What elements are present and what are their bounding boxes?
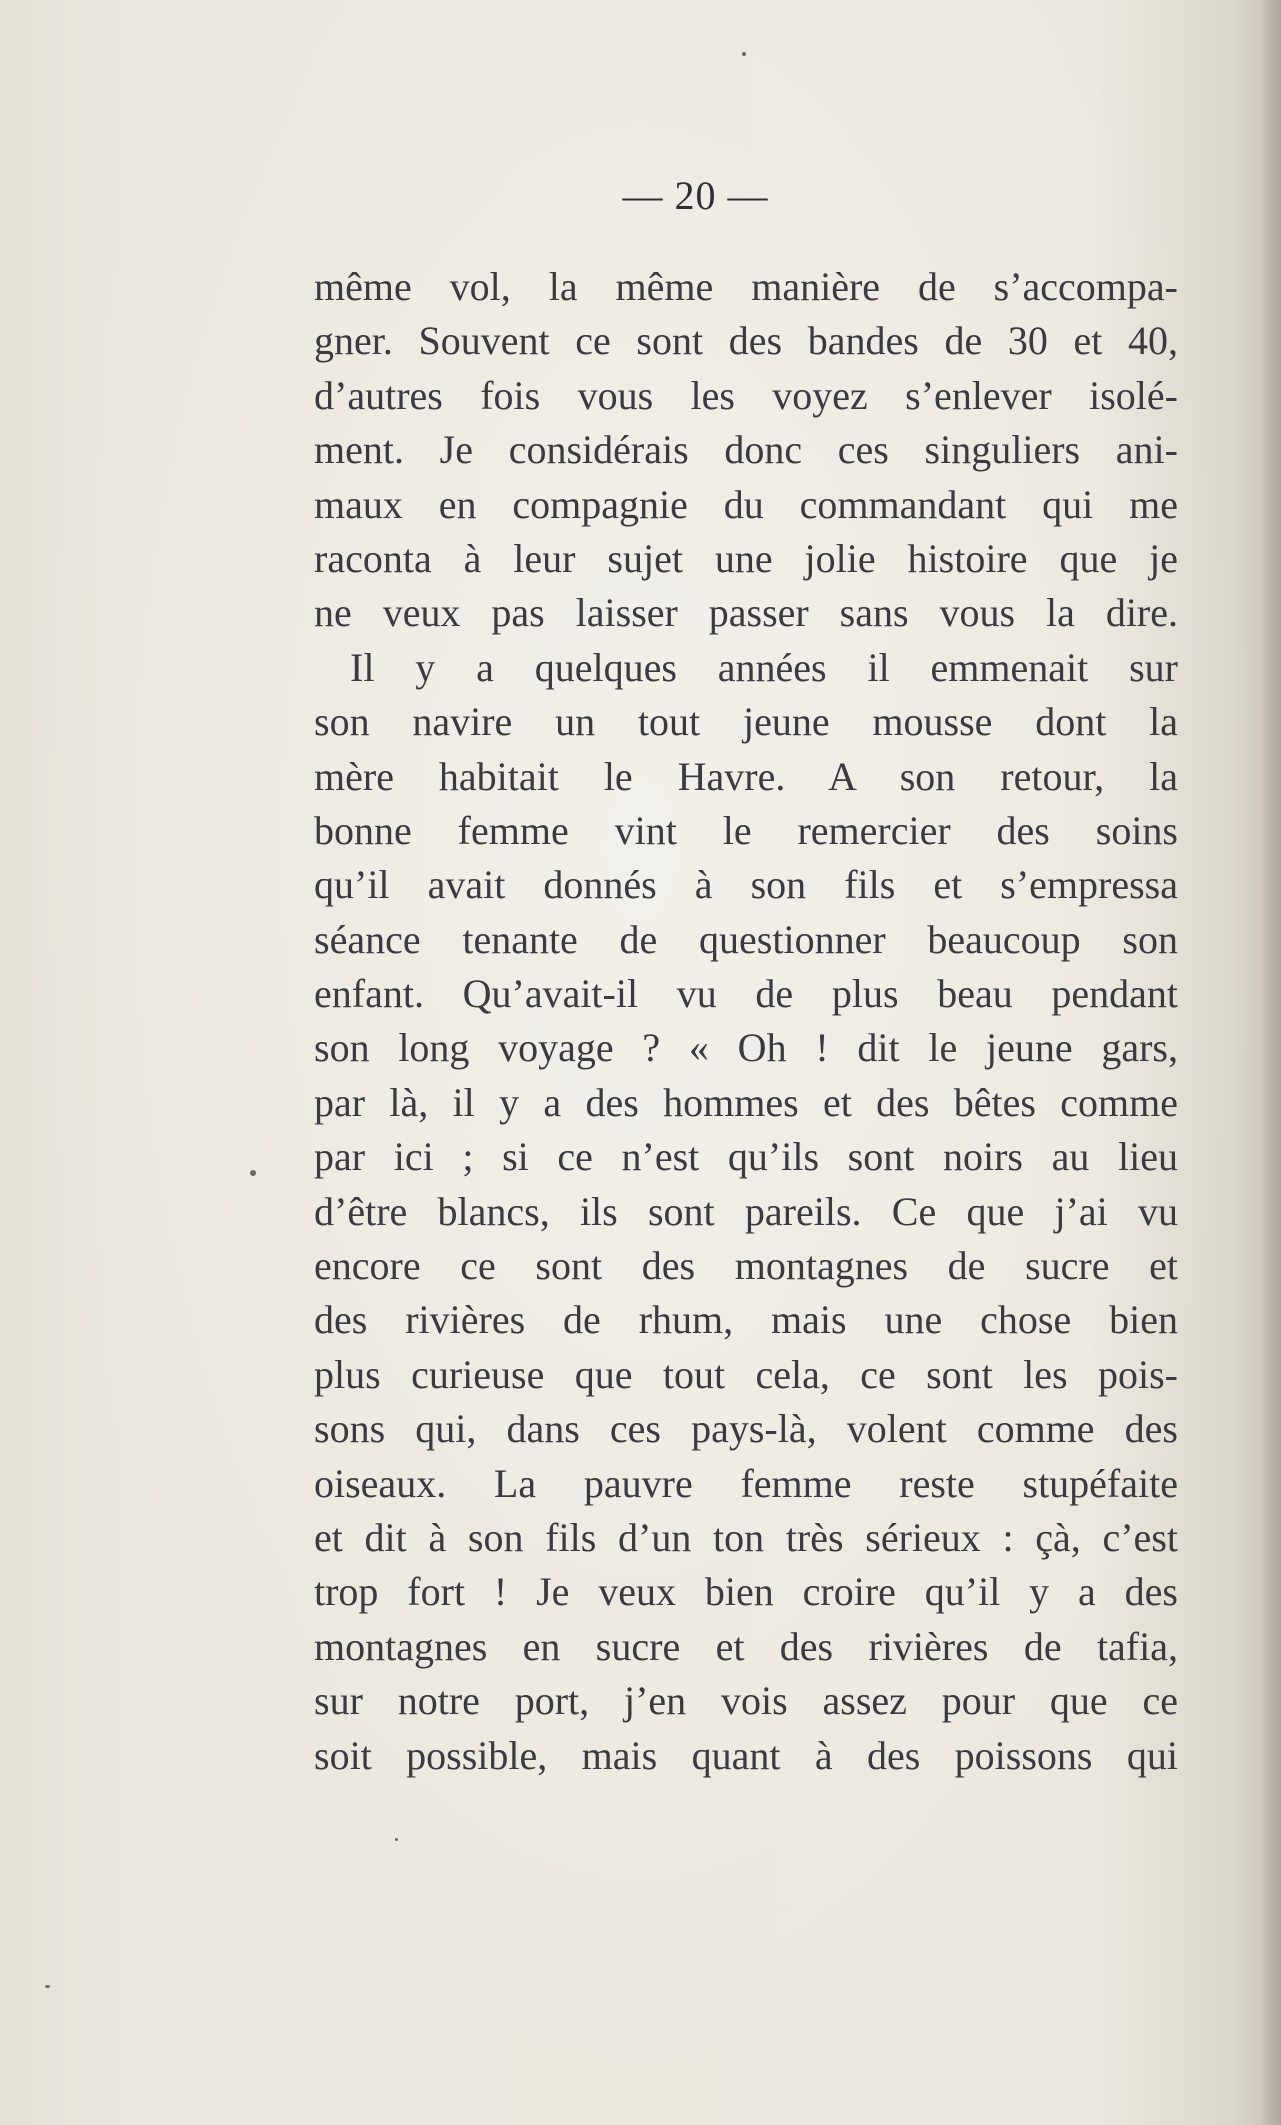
text-line: mère habitait le Havre. A son retour, la — [314, 753, 1178, 799]
text-line: gner. Souvent ce sont des bandes de 30 et 40, — [314, 318, 1178, 364]
text-line: son navire un tout jeune mousse dont la — [314, 699, 1178, 745]
text-line: bonne femme vint le remercier des soins — [314, 807, 1178, 853]
text-line: raconta à leur sujet une jolie histoire que je — [314, 535, 1178, 581]
text-line: des rivières de rhum, mais une chose bien — [314, 1297, 1178, 1343]
text-line: d’autres fois vous les voyez s’enlever isolé- — [314, 372, 1178, 418]
text-line: soit possible, mais quant à des poissons qui — [314, 1732, 1178, 1778]
text-line: montagnes en sucre et des rivières de tafia, — [314, 1623, 1178, 1669]
text-line: ment. Je considérais donc ces singuliers ani- — [314, 427, 1178, 473]
text-line: qu’il avait donnés à son fils et s’empressa — [314, 862, 1178, 908]
text-line: ne veux pas laisser passer sans vous la dire. — [314, 590, 1178, 636]
text-line: séance tenante de questionner beaucoup son — [314, 916, 1178, 962]
paper-speck — [45, 1985, 50, 1988]
text-line: par ici ; si ce n’est qu’ils sont noirs au lieu — [314, 1134, 1178, 1180]
paragraph-start-line: Il y a quelques années il emmenait sur — [350, 644, 1178, 690]
text-line: même vol, la même manière de s’accompa- — [314, 264, 1178, 309]
text-line: sons qui, dans ces pays-là, volent comme des — [314, 1406, 1178, 1452]
text-line: enfant. Qu’avait-il vu de plus beau pendant — [314, 971, 1178, 1017]
body-text — [314, 260, 1178, 1783]
text-line: maux en compagnie du commandant qui me — [314, 481, 1178, 527]
paper-speck — [742, 52, 746, 56]
text-line: sur notre port, j’en vois assez pour que ce — [314, 1678, 1178, 1724]
text-line: oiseaux. La pauvre femme reste stupéfaite — [314, 1460, 1178, 1506]
text-line: d’être blancs, ils sont pareils. Ce que j’ai vu — [314, 1188, 1178, 1234]
text-line: encore ce sont des montagnes de sucre et — [314, 1243, 1178, 1289]
text-line: plus curieuse que tout cela, ce sont les pois- — [314, 1351, 1178, 1397]
paper-speck — [395, 1838, 398, 1841]
paper-speck — [250, 1170, 256, 1176]
text-line: par là, il y a des hommes et des bêtes comme — [314, 1079, 1178, 1125]
page-edge-shadow — [1259, 0, 1281, 2125]
text-line: et dit à son fils d’un ton très sérieux : çà, c’est — [314, 1514, 1178, 1560]
text-line: trop fort ! Je veux bien croire qu’il y a des — [314, 1569, 1178, 1615]
text-line: son long voyage ? « Oh ! dit le jeune gars, — [314, 1025, 1178, 1071]
page-number: — 20 — — [622, 173, 769, 218]
